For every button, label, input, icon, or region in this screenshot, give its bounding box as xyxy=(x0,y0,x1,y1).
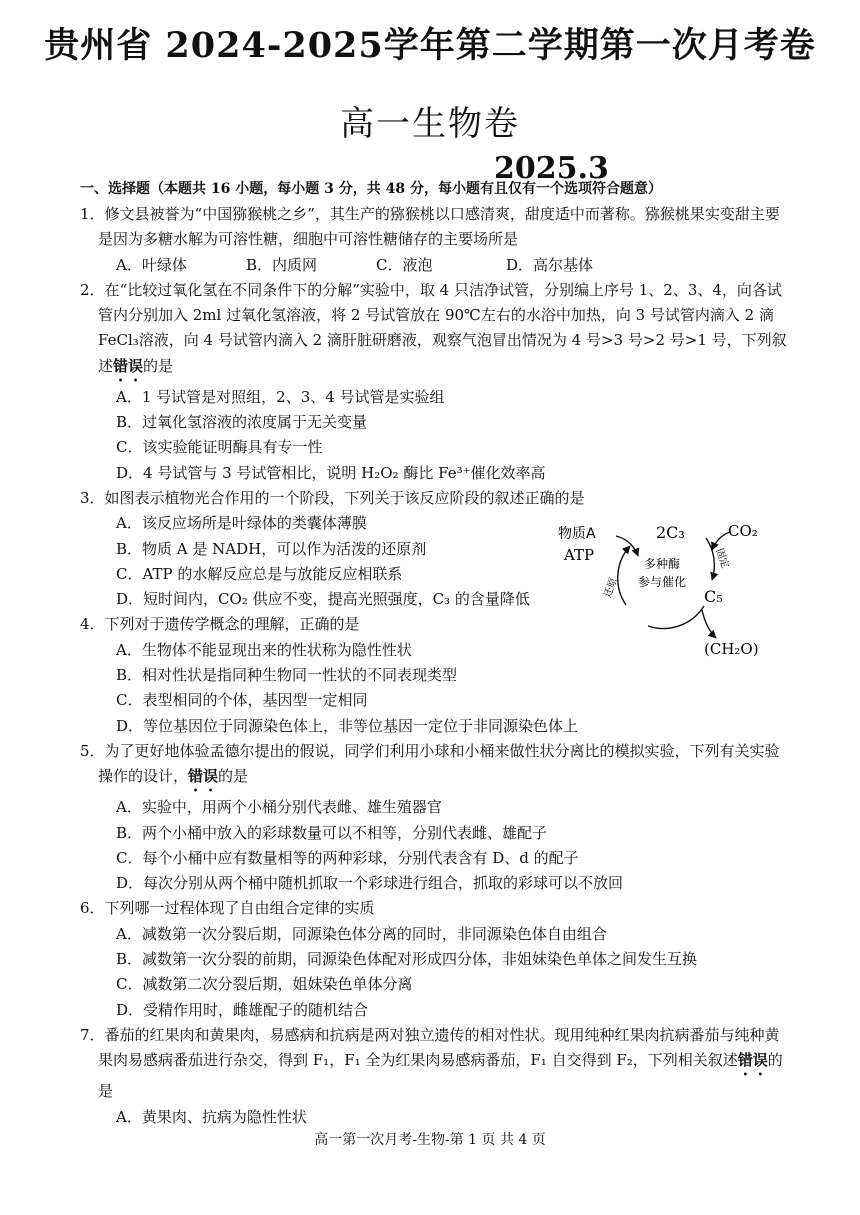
option-c: C．液泡 xyxy=(376,255,433,274)
stem-tail: 的是 xyxy=(218,767,249,786)
option-c: C．ATP 的水解反应总是与放能反应相联系 xyxy=(116,564,403,583)
calvin-cycle-diagram xyxy=(556,510,766,670)
reduction-label: 还原 xyxy=(602,576,620,600)
options-row xyxy=(80,253,788,278)
exam-date: 2025.3 xyxy=(494,151,609,186)
fixation-label: 固定 xyxy=(713,547,731,570)
question-6 xyxy=(80,896,788,1022)
co2-label: CO₂ xyxy=(728,522,758,540)
exam-subtitle: 高一生物卷 xyxy=(340,104,520,144)
exam-title: 贵州省 2024-2025学年第二学期第一次月考卷 xyxy=(44,25,816,66)
option-a: A．叶绿体 xyxy=(116,255,187,274)
ch2o-arrow xyxy=(702,610,716,638)
c3-label: 2C₃ xyxy=(656,523,685,542)
emphasis-text: 错误 xyxy=(188,767,219,786)
enzyme-label-2: 参与催化 xyxy=(638,575,687,589)
section-heading: 一、选择题（本题共 16 小题，每小题 3 分，共 48 分，每小题有且仅有一个选项符合题意） xyxy=(80,181,662,197)
question-stem xyxy=(80,739,788,795)
option-c: C．减数第二次分裂后期，姐妹染色单体分离 xyxy=(116,975,413,994)
option-c: C．该实验能证明酶具有专一性 xyxy=(116,438,323,457)
stem-tail: 的是 xyxy=(143,356,174,375)
option-a: A．1 号试管是对照组，2、3、4 号试管是实验组 xyxy=(116,387,445,406)
stem-text: 5．为了更好地体验孟德尔提出的假说，同学们利用小球和小桶来做性状分离比的模拟实验，下列有关实验操作的设计， xyxy=(80,741,780,786)
bottom-arc xyxy=(648,606,704,629)
option-b: B．相对性状是指同种生物同一性状的不同表现类型 xyxy=(116,666,458,685)
option-a: A．生物体不能显现出来的性状称为隐性性状 xyxy=(116,640,412,659)
question-stem xyxy=(80,278,788,385)
fixation-arrow xyxy=(706,538,714,580)
option-a: A．该反应场所是叶绿体的类囊体薄膜 xyxy=(116,514,367,533)
reduction-arrow xyxy=(618,546,630,605)
question-stem: 3．如图表示植物光合作用的一个阶段，下列关于该反应阶段的叙述正确的是 xyxy=(80,488,585,507)
question-stem: 4．下列对于遗传学概念的理解，正确的是 xyxy=(80,615,360,634)
option-b: B．减数第一次分裂的前期，同源染色体配对形成四分体，非姐妹染色单体之间发生互换 xyxy=(116,950,698,969)
stem-text: 7．番茄的红果肉和黄果肉，易感病和抗病是两对独立遗传的相对性状。现用纯种红果肉抗病番茄与纯种黄果肉易感病番茄进行杂交，得到 F₁，F₁ 全为红果肉易感病番茄，F₁ 自交得到 F₂，下列相关叙述 xyxy=(80,1025,780,1070)
option-b: B．过氧化氢溶液的浓度属于无关变量 xyxy=(116,413,368,432)
option-c: C．表型相同的个体，基因型一定相同 xyxy=(116,691,368,710)
option-d: D．4 号试管与 3 号试管相比，说明 H₂O₂ 酶比 Fe³⁺催化效率高 xyxy=(116,463,546,482)
option-d: D．高尔基体 xyxy=(506,255,594,274)
stem-text: 2．在“比较过氧化氢在不同条件下的分解”实验中，取 4 只洁净试管，分别编上序号 1、2、3、4，向各试管内分别加入 2ml 过氧化氢溶液，将 2 号试管放在 90℃左右的水浴中加热，向 3 号试管内滴入 2 滴 FeCl₃溶液，向 4 号试管内滴入 2 滴肝脏研磨液，观察气泡冒出情况为 4 号>3 号>2 号>1 号，下列叙述 xyxy=(80,280,787,375)
stem-tail: 的是 xyxy=(98,1051,783,1101)
ch2o-label: (CH₂O) xyxy=(704,640,759,658)
option-d: D．等位基因位于同源染色体上，非等位基因一定位于非同源染色体上 xyxy=(116,716,579,735)
option-a: A．减数第一次分裂后期，同源染色体分离的同时，非同源染色体自由组合 xyxy=(116,924,607,943)
question-5 xyxy=(80,739,788,896)
enzyme-label-1: 多种酶 xyxy=(644,557,681,571)
substance-a-label: 物质A xyxy=(558,526,596,542)
option-d: D．受精作用时，雌雄配子的随机结合 xyxy=(116,1000,369,1019)
question-stem xyxy=(80,1023,788,1105)
option-b: B．物质 A 是 NADH，可以作为活泼的还原剂 xyxy=(116,539,427,558)
question-7 xyxy=(80,1023,788,1130)
question-2 xyxy=(80,278,788,486)
emphasis-text: 错误 xyxy=(113,356,144,375)
emphasis-text: 错误 xyxy=(737,1051,768,1070)
option-b: B．两个小桶中放入的彩球数量可以不相等，分别代表雌、雄配子 xyxy=(116,823,548,842)
atp-label: ATP xyxy=(564,546,595,564)
substance-arrow xyxy=(616,536,638,556)
option-d: D．每次分别从两个桶中随机抓取一个彩球进行组合，抓取的彩球可以不放回 xyxy=(116,874,624,893)
page-footer: 高一第一次月考-生物-第 1 页 共 4 页 xyxy=(314,1132,546,1148)
question-stem: 6．下列哪一过程体现了自由组合定律的实质 xyxy=(80,899,375,918)
option-c: C．每个小桶中应有数量相等的两种彩球，分别代表含有 D、d 的配子 xyxy=(116,848,579,867)
option-b: B．内质网 xyxy=(246,255,318,274)
question-1 xyxy=(80,202,788,278)
question-stem: 1．修文县被誉为“中国猕猴桃之乡”，其生产的猕猴桃以口感清爽，甜度适中而著称。猕猴桃果实变甜主要是因为多糖水解为可溶性糖，细胞中可溶性糖储存的主要场所是 xyxy=(80,205,780,249)
option-a: A．黄果肉、抗病为隐性性状 xyxy=(116,1107,307,1126)
c5-label: C₅ xyxy=(704,587,723,606)
option-d: D．短时间内，CO₂ 供应不变，提高光照强度，C₃ 的含量降低 xyxy=(116,590,530,609)
option-a: A．实验中，用两个小桶分别代表雌、雄生殖器官 xyxy=(116,798,442,817)
